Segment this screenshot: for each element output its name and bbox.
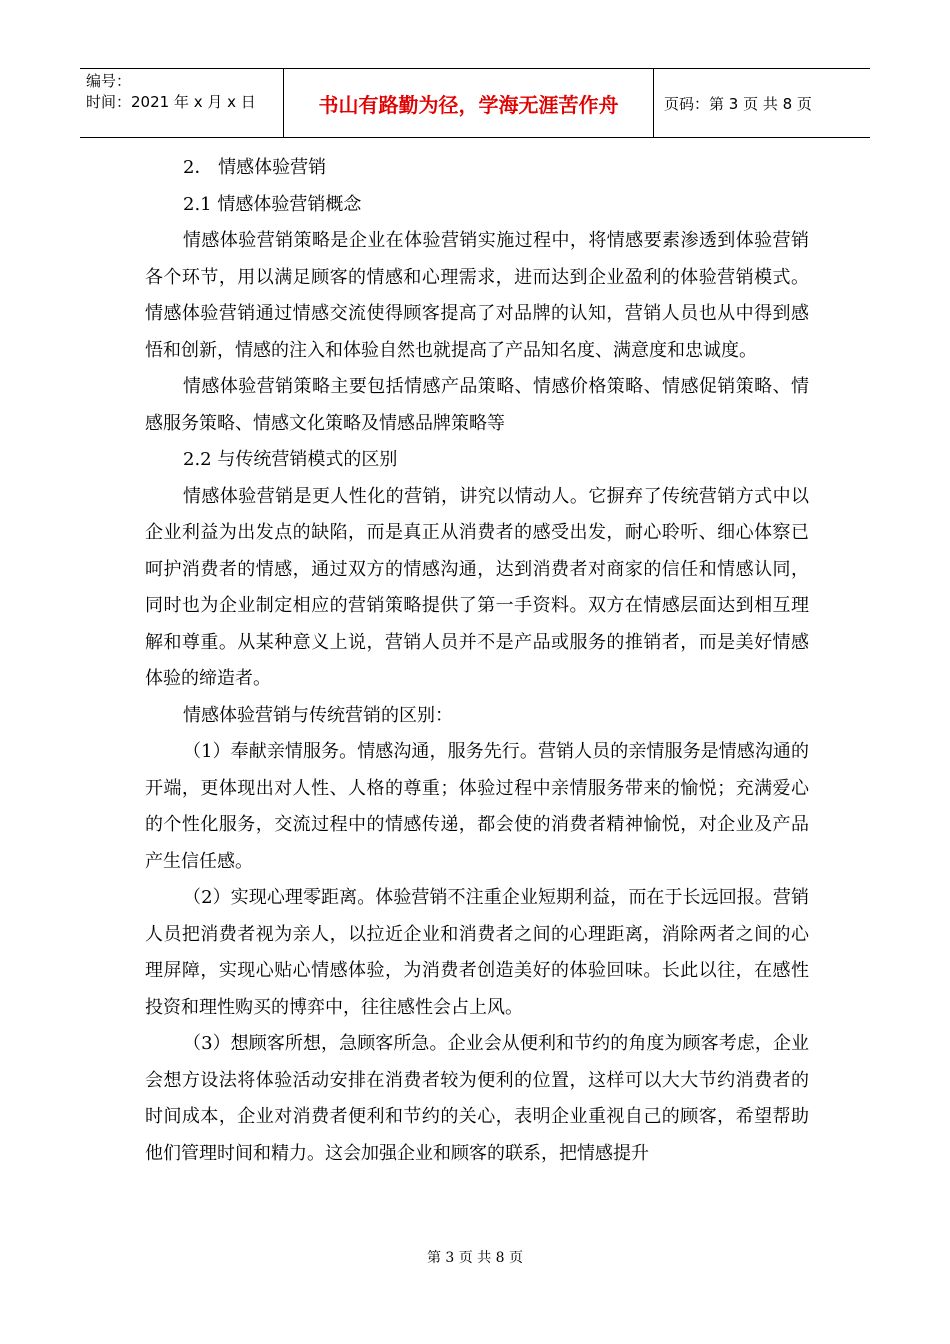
document-date-label: 时间：2021 年 x 月 x 日 — [86, 93, 256, 111]
header-page-info: 页码：第 3 页 共 8 页 — [664, 94, 812, 113]
list-item: （1）奉献亲情服务。情感沟通，服务先行。营销人员的亲情服务是情感沟通的开端，更体现出对人性、人格的尊重；体验过程中亲情服务带来的愉悦；充满爱心的个性化服务，交流过程中的情感传递，都会使的消费者精神愉悦，对企业及产品产生信任感。 — [145, 741, 809, 872]
paragraph: 情感体验营销与传统营销的区别： — [183, 704, 453, 726]
page-header — [80, 68, 870, 138]
header-meta — [80, 69, 284, 137]
subsection-heading: 2.2 与传统营销模式的区别 — [183, 449, 398, 470]
subsection-heading: 2.1 情感体验营销概念 — [183, 193, 362, 215]
paragraph: 情感体验营销是更人性化的营销，讲究以情动人。它摒弃了传统营销方式中以企业利益为出发点的缺陷，而是真正从消费者的感受出发，耐心聆听、细心体察已呵护消费者的情感，通过双方的情感沟通，达到消费者对商家的信任和情感认同，同时也为企业制定相应的营销策略提供了第一手资料。双方在情感层面达到相互理解和尊重。从某种意义上说，营销人员并不是产品或服务的推销者，而是美好情感体验的缔造者。 — [145, 485, 809, 689]
header-motto: 书山有路勤为径，学海无涯苦作舟 — [284, 69, 654, 137]
list-item: （2）实现心理零距离。体验营销不注重企业短期利益，而在于长远回报。营销人员把消费者视为亲人，以拉近企业和消费者之间的心理距离，消除两者之间的心理屏障，实现心贴心情感体验，为消费者创造美好的体验回味。长此以往，在感性投资和理性购买的博弈中，往往感性会占上风。 — [145, 887, 809, 1018]
list-item: （3）想顾客所想，急顾客所急。企业会从便利和节约的角度为顾客考虑，企业会想方设法将体验活动安排在消费者较为便利的位置，这样可以大大节约消费者的时间成本，企业对消费者便利和节约的关心，表明企业重视自己的顾客，希望帮助他们管理时间和精力。这会加强企业和顾客的联系，把情感提升 — [145, 1033, 809, 1164]
page-footer: 第 3 页 共 8 页 — [426, 1250, 524, 1266]
document-body — [145, 150, 809, 1172]
paragraph: 情感体验营销策略是企业在体验营销实施过程中，将情感要素渗透到体验营销各个环节，用以满足顾客的情感和心理需求，进而达到企业盈利的体验营销模式。情感体验营销通过情感交流使得顾客提高了对品牌的认知，营销人员也从中得到感悟和创新，情感的注入和体验自然也就提高了产品知名度、满意度和忠诚度。 — [145, 230, 809, 361]
paragraph: 情感体验营销策略主要包括情感产品策略、情感价格策略、情感促销策略、情感服务策略、情感文化策略及情感品牌策略等 — [145, 376, 809, 434]
document-number-label: 编号： — [86, 72, 132, 90]
section-heading: 2． 情感体验营销 — [183, 157, 327, 178]
